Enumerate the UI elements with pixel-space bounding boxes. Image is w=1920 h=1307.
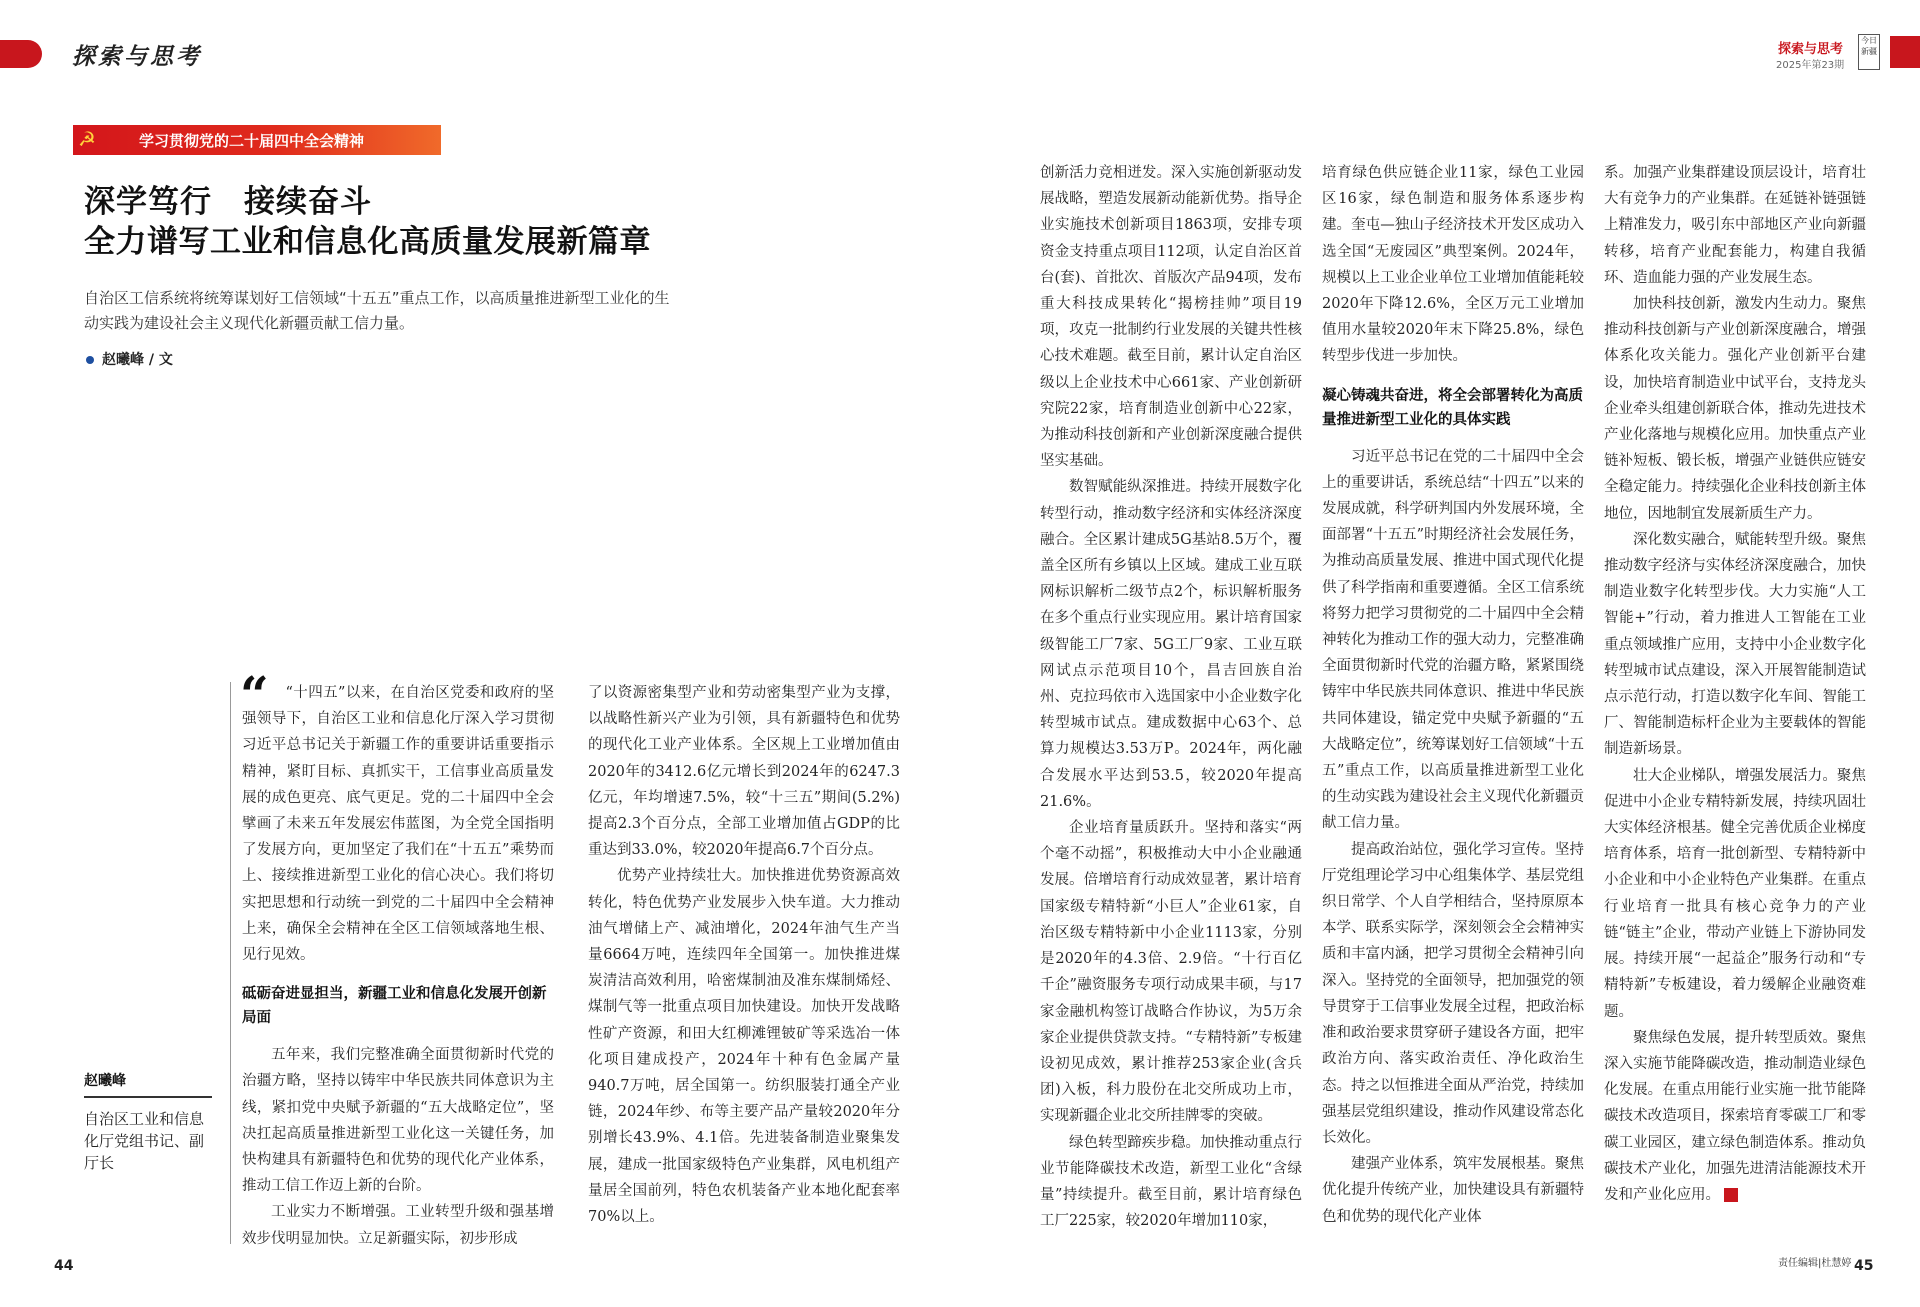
paragraph: 了以资源密集型产业和劳动密集型产业为支撑，以战略性新兴产业为引领，具有新疆特色和优势的现代化工业产业体系。全区规上工业增加值由2020年的3412.6亿元增长到2024年的6247.3亿元，年均增速7.5%，较“十三五”期间(5.2%)提高2.3个百分点，全部工业增加值占GDP的比重达到33.0%，较2020年提高6.7个百分点。 — [588, 685, 900, 859]
paragraph: 企业培育量质跃升。坚持和落实“两个毫不动摇”，积极推动大中小企业融通发展。倍增培育行动成效显著，累计培育国家级专精特新“小巨人”企业61家，自治区级专精特新中小企业1113家，分别是2020年的4.3倍、2.9倍。“十行百亿千企”融资服务专项行动成果丰硕，与17家金融机构签订战略合作协议，为5万余家企业提供贷款支持。“专精特新”专板建设初见成效，累计推荐253家企业(含兵团)入板，科力股份在北交所成功上市，实现新疆企业北交所挂牌零的突破。 — [1040, 820, 1302, 1125]
article-lead: 自治区工信系统将统筹谋划好工信领域“十五五”重点工作，以高质量推进新型工业化的生动实践为建设社会主义现代化新疆贡献工信力量。 — [84, 289, 670, 332]
article-title-line1: 深学笃行 接续奋斗 — [84, 184, 372, 220]
paragraph: 优势产业持续壮大。加快推进优势资源高效转化，特色优势产业发展步入快车道。大力推动油气增储上产、减油增化，2024年油气生产当量6664万吨，连续四年全国第一。加快推进煤炭清洁高效利用，哈密煤制油及准东煤制烯烃、煤制气等一批重点项目加快建设。加快开发战略性矿产资源，和田大红柳滩锂铍矿等采选冶一体化项目建成投产，2024年十种有色金属产量940.7万吨，居全国第一。纺织服装打通全产业链，2024年纱、布等主要产品产量较2020年分别增长43.9%、4.1倍。先进装备制造业聚集发展，建成一批国家级特色产业集群，风电机组产量居全国前列，特色农机装备产业本地化配套率70%以上。 — [588, 868, 900, 1226]
article-byline: 赵曦峰 / 文 — [102, 352, 173, 368]
article-end-icon — [1724, 1188, 1738, 1202]
paragraph: 数智赋能纵深推进。持续开展数字化转型行动，推动数字经济和实体经济深度融合。全区累计建成5G基站8.5万个，覆盖全区所有乡镇以上区域。建成工业互联网标识解析二级节点2个，标识解析服务在多个重点行业实现应用。累计培育国家级智能工厂7家、5G工厂9家、工业互联网试点示范项目10个，昌吉回族自治州、克拉玛依市入选国家中小企业数字化转型城市试点。建成数据中心63个、总算力规模达3.53万P。2024年，两化融合发展水平达到53.5，较2020年提高21.6%。 — [1040, 479, 1302, 810]
paragraph: 工业实力不断增强。工业转型升级和强基增效步伐明显加快。立足新疆实际，初步形成 — [242, 1204, 554, 1247]
paragraph: 提高政治站位，强化学习宣传。坚持厅党组理论学习中心组集体学、基层党组织日常学、个人自学相结合，坚持原原本本学、联系实际学，深刻领会全会精神实质和丰富内涵，把学习贯彻全会精神引向深入。坚持党的全面领导，把加强党的领导贯穿于工信事业发展全过程，把政治标准和政治要求贯穿研子建设各方面，把牢政治方向、落实政治责任、净化政治生态。持之以恒推进全面从严治党，持续加强基层党组织建设，推动作风建设常态化长效化。 — [1322, 841, 1584, 1146]
left-section-title: 探索与思考 — [72, 43, 202, 70]
paragraph: 系。加强产业集群建设顶层设计，培育壮大有竞争力的产业集群。在延链补链强链上精准发力，吸引东中部地区产业向新疆转移，培育产业配套能力，构建自我循环、造血能力强的产业发展生态。 — [1604, 165, 1866, 286]
left-header-red-tab — [0, 40, 42, 68]
right-header-red-bar — [1890, 36, 1920, 68]
paragraph: 聚焦绿色发展，提升转型质效。聚焦深入实施节能降碳改造，推动制造业绿色化发展。在重点用能行业实施一批节能降碳技术改造项目，探索培育零碳工厂和零碳工业园区，建立绿色制造体系。推动负碳技术产业化，加强先进清洁能源技术开发和产业化应用。 — [1604, 1029, 1866, 1203]
paragraph: 培育绿色供应链企业11家，绿色工业园区16家，绿色制造和服务体系逐步构建。奎屯—独山子经济技术开发区成功入选全国“无废园区”典型案例。2024年，规模以上工业企业单位工业增加值能耗较2020年下降12.6%，全区万元工业增加值用水量较2020年末下降25.8%，绿色转型步伐进一步加快。 — [1322, 165, 1584, 365]
paragraph: 加快科技创新，激发内生动力。聚焦推动科技创新与产业创新深度融合，增强体系化攻关能力。强化产业创新平台建设，加快培育制造业中试平台，支持龙头企业牵头组建创新联合体，推动先进技术产业化落地与规模化应用。加快重点产业链补短板、锻长板，增强产业链供应链安全稳定能力。持续强化企业科技创新主体地位，因地制宜发展新质生产力。 — [1604, 296, 1866, 522]
right-section-title: 探索与思考 — [1778, 42, 1844, 57]
page-number-right: 45 — [1854, 1258, 1874, 1274]
paragraph: 建强产业体系，筑牢发展根基。聚焦优化提升传统产业，加快建设具有新疆特色和优势的现代化产业体 — [1322, 1156, 1584, 1225]
text-column-3 — [1040, 160, 1302, 1234]
paragraph: 绿色转型蹄疾步稳。加快推动重点行业节能降碳技术改造，新型工业化“含绿量”持续提升。截至目前，累计培育绿色工厂225家，较2020年增加110家， — [1040, 1134, 1302, 1230]
author-name: 赵曦峰 — [84, 1073, 126, 1089]
section-heading: 砥砺奋进显担当，新疆工业和信息化发展开创新局面 — [242, 986, 547, 1027]
paragraph: 创新活力竞相迸发。深入实施创新驱动发展战略，塑造发展新动能新优势。指导企业实施技术创新项目1863项，安排专项资金支持重点项目112项，认定自治区首台(套)、首批次、首版次产品94项，发布重大科技成果转化“揭榜挂帅”项目19项，攻克一批制约行业发展的关键共性核心技术难题。截至目前，累计认定自治区级以上企业技术中心661家、产业创新研究院22家，培育制造业创新中心22家，为推动科技创新和产业创新深度融合提供坚实基础。 — [1040, 165, 1302, 470]
paragraph: 五年来，我们完整准确全面贯彻新时代党的治疆方略，坚持以铸牢中华民族共同体意识为主线，紧扣党中央赋予新疆的“五大战略定位”，坚决扛起高质量推进新型工业化这一关键任务，加快构建具有新疆特色和优势的现代化产业体系，推动工信工作迈上新的台阶。 — [242, 1047, 554, 1195]
theme-banner — [72, 124, 442, 156]
magazine-logo: 今日新疆 — [1858, 34, 1880, 70]
text-column-2 — [588, 680, 900, 1230]
paragraph: 壮大企业梯队，增强发展活力。聚焦促进中小企业专精特新发展，持续巩固壮大实体经济根基。健全完善优质企业梯度培育体系，培育一批创新型、专精特新中小企业和中小企业特色产业集群。在重点行业培育一批具有核心竞争力的产业链“链主”企业，带动产业链上下游协同发展。持续开展“一起益企”服务行动和“专精特新”专板建设，着力缓解企业融资难题。 — [1604, 767, 1866, 1020]
text-column-1 — [242, 680, 554, 1252]
author-rule — [84, 1096, 212, 1098]
text-column-4 — [1322, 160, 1584, 1230]
text-column-5 — [1604, 160, 1866, 1208]
byline-dot-icon — [86, 356, 94, 364]
banner-text: 学习贯彻党的二十届四中全会精神 — [139, 132, 365, 150]
author-title: 自治区工业和信息化厅党组书记、副厅长 — [84, 1110, 205, 1172]
column-divider — [230, 682, 231, 1244]
article-title-line2: 全力谱写工业和信息化高质量发展新篇章 — [84, 224, 651, 260]
paragraph: 习近平总书记在党的二十届四中全会上的重要讲话，系统总结“十四五”以来的发展成就，科学研判国内外发展环境，全面部署“十五五”时期经济社会发展任务，为推动高质量发展、推进中国式现代化提供了科学指南和重要遵循。全区工信系统将努力把学习贯彻党的二十届四中全会精神转化为推动工作的强大动力，完整准确全面贯彻新时代党的治疆方略，紧紧围绕铸牢中华民族共同体意识、推进中华民族共同体建设，锚定党中央赋予新疆的“五大战略定位”，统筹谋划好工信领域“十五五”重点工作，以高质量推进新型工业化的生动实践为建设社会主义现代化新疆贡献工信力量。 — [1322, 448, 1584, 832]
paragraph: “十四五”以来，在自治区党委和政府的坚强领导下，自治区工业和信息化厅深入学习贯彻习近平总书记关于新疆工作的重要讲话重要指示精神，紧盯目标、真抓实干，工信事业高质量发展的成色更亮、底气更足。党的二十届四中全会擘画了未来五年发展宏伟蓝图，为全党全国指明了发展方向，更加坚定了我们在“十五五”乘势而上、接续推进新型工业化的信心决心。我们将切实把思想和行动统一到党的二十届四中全会精神上来，确保全会精神在全区工信领域落地生根、见行见效。 — [242, 685, 554, 964]
quote-mark-icon: “ — [240, 665, 269, 724]
paragraph: 深化数实融合，赋能转型升级。聚焦推动数字经济与实体经济深度融合，加快制造业数字化转型步伐。大力实施“人工智能+”行动，着力推进人工智能在工业重点领域推广应用，支持中小企业数字化转型城市试点建设，深入开展智能制造试点示范行动，打造以数字化车间、智能工厂、智能制造标杆企业为主要载体的智能制造新场景。 — [1604, 531, 1866, 758]
page-number-left: 44 — [54, 1258, 74, 1274]
section-heading: 凝心铸魂共奋进，将全会部署转化为高质量推进新型工业化的具体实践 — [1322, 387, 1583, 428]
party-emblem-icon: ☭ — [78, 127, 96, 151]
issue-number: 2025年第23期 — [1776, 60, 1845, 71]
editor-credit: 责任编辑|杜慧婷 — [1778, 1258, 1852, 1269]
